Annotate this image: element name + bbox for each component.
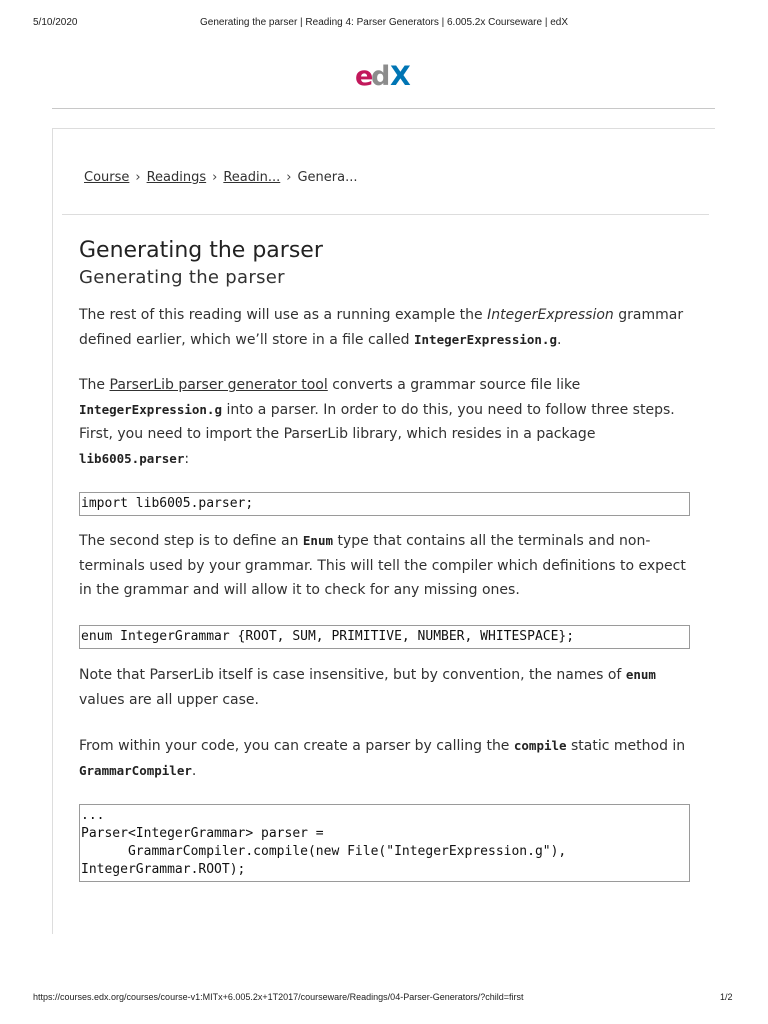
inline-code: compile — [513, 738, 567, 753]
page-title: Generating the parser — [79, 238, 323, 263]
logo-letter-x: X — [390, 61, 411, 92]
inline-code: lib6005.parser — [79, 450, 185, 466]
print-url: https://courses.edx.org/courses/course-v1:MITx+6.005.2x+1T2017/courseware/Readings/04-Parser-Generators/?child=first — [33, 992, 524, 1002]
unit-header — [79, 236, 691, 290]
breadcrumb-readings[interactable]: Readings — [146, 170, 207, 185]
edx-logo-mark — [355, 58, 415, 92]
logo-letter-e: e — [355, 61, 374, 92]
breadcrumb-current: Genera... — [297, 170, 358, 185]
case-paragraph: Note that ParserLib itself is case insensitive, but by convention, the names of enum values are all upper case. — [79, 667, 656, 708]
edx-logo[interactable] — [355, 58, 415, 92]
print-header — [0, 17, 768, 31]
inline-code: GrammarCompiler — [79, 762, 192, 778]
parserlib-paragraph: The ParserLib parser generator tool converts a grammar source file like IntegerExpression.g into a parser. In order to do this, you need to follow three steps. First, you need to import the ParserLib library, which resides in a package lib6005.parser: — [79, 377, 675, 467]
breadcrumb-reading[interactable]: Readin... — [223, 170, 281, 185]
logo-letter-d: d — [371, 61, 391, 92]
code-block-import: import lib6005.parser; — [79, 492, 690, 516]
code-block-enum: enum IntegerGrammar {ROOT, SUM, PRIMITIVE, NUMBER, WHITESPACE}; — [79, 625, 690, 649]
chevron-right-icon: › — [286, 170, 292, 185]
chevron-right-icon: › — [135, 170, 141, 185]
print-page-title: Generating the parser | Reading 4: Parser Generators | 6.005.2x Courseware | edX — [200, 17, 568, 28]
inline-code: enum — [625, 667, 656, 682]
inline-code: Enum — [302, 533, 334, 548]
code-block-compile: ... Parser<IntegerGrammar> parser = GrammarCompiler.compile(new File("IntegerExpression.g"), IntegerGrammar.ROOT); — [79, 804, 690, 882]
section-subtitle: Generating the parser — [79, 267, 285, 288]
compile-paragraph: From within your code, you can create a parser by calling the compile static method in GrammarCompiler. — [79, 738, 686, 779]
print-page-number: 1/2 — [720, 992, 733, 1002]
inline-code: IntegerExpression.g — [79, 401, 222, 417]
grammar-name: IntegerExpression — [487, 307, 614, 323]
breadcrumb — [84, 170, 358, 188]
inline-code: IntegerExpression.g — [414, 331, 557, 347]
intro-paragraph: The rest of this reading will use as a running example the IntegerExpression grammar defined earlier, which we’ll store in a file called IntegerExpression.g. — [79, 307, 684, 348]
enum-paragraph: The second step is to define an Enum type that contains all the terminals and non-terminals used by your grammar. This will tell the compiler which definitions to expect in the grammar and will allow it to check for any missing ones. — [79, 533, 686, 598]
print-date: 5/10/2020 — [33, 17, 78, 28]
header-divider — [52, 108, 715, 109]
parserlib-link[interactable]: ParserLib parser generator tool — [109, 377, 328, 393]
print-footer — [0, 992, 768, 1006]
breadcrumb-course[interactable]: Course — [84, 170, 130, 185]
breadcrumb-divider — [62, 214, 709, 215]
chevron-right-icon: › — [212, 170, 218, 185]
